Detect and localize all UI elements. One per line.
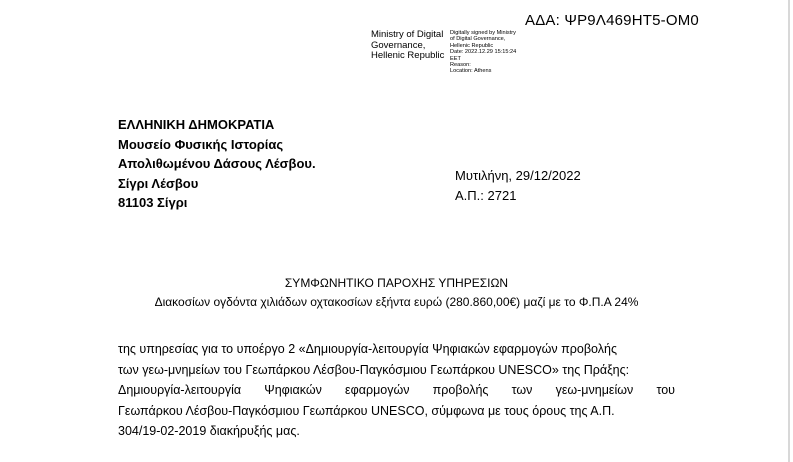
document-title: ΣΥΜΦΩΝΗΤΙΚΟ ΠΑΡΟΧΗΣ ΥΠΗΡΕΣΙΩΝ	[284, 276, 509, 290]
signature-detail-line: Hellenic Republic	[450, 42, 494, 49]
signer-line: Ministry of Digital	[371, 29, 444, 40]
signature-detail-line: of Digital Governance,	[450, 36, 506, 43]
issuer-line: Σίγρι Λέσβου	[118, 175, 199, 191]
paragraph-line: της υπηρεσίας για το υποέργο 2 «Δημιουργία-λειτουργία Ψηφιακών εφαρμογών προβολής	[118, 342, 617, 356]
paragraph-line: Γεωπάρκου Λέσβου-Παγκόσμιου Γεωπάρκου UNESCO, σύμφωνα με τους όρους της Α.Π.	[118, 403, 615, 418]
signature-detail-line: EET	[450, 55, 461, 62]
signature-detail-line: Date: 2022.12.29 15:15:24	[450, 49, 517, 56]
meta-block	[455, 166, 581, 205]
document-paragraph	[118, 339, 675, 442]
signature-detail-line: Location: Athens	[450, 68, 492, 75]
issuer-line: ΕΛΛΗΝΙΚΗ ΔΗΜΟΚΡΑΤΙΑ	[118, 117, 275, 132]
issuer-block	[118, 115, 316, 213]
protocol-number: Α.Π.: 2721	[455, 187, 517, 203]
signature-detail-line: Digitally signed by Ministry	[450, 30, 516, 36]
issuer-line: Μουσείο Φυσικής Ιστορίας	[118, 136, 284, 152]
ada-code: ΑΔΑ: ΨΡ9Λ469ΗΤ5-ΟΜ0	[525, 12, 699, 29]
issuer-line: Απολιθωμένου Δάσους Λέσβου.	[118, 156, 316, 171]
paragraph-line: Δημιουργία-λειτουργία Ψηφιακών εφαρμογών προβολής των γεω-μνημείων του	[118, 383, 675, 397]
page-edge	[788, 0, 790, 462]
signature-details	[450, 30, 516, 75]
paragraph-line: των γεω-μνημείων του Γεωπάρκου Λέσβου-Παγκόσμιου Γεωπάρκου UNESCO» της Πράξης:	[118, 362, 630, 377]
place-date: Μυτιλήνη, 29/12/2022	[455, 168, 581, 183]
paragraph-line: 304/19-02-2019 διακήρυξής μας.	[118, 424, 300, 438]
signature-detail-line: Reason:	[450, 62, 471, 69]
signer-line: Hellenic Republic	[371, 50, 445, 61]
signer-line: Governance,	[371, 39, 426, 51]
signature-signer	[371, 30, 444, 62]
issuer-line: 81103 Σίγρι	[118, 195, 188, 210]
document-amount: Διακοσίων ογδόντα χιλιάδων οχτακοσίων εξήντα ευρώ (280.860,00€) μαζί με το Φ.Π.Α 24%	[154, 295, 639, 309]
